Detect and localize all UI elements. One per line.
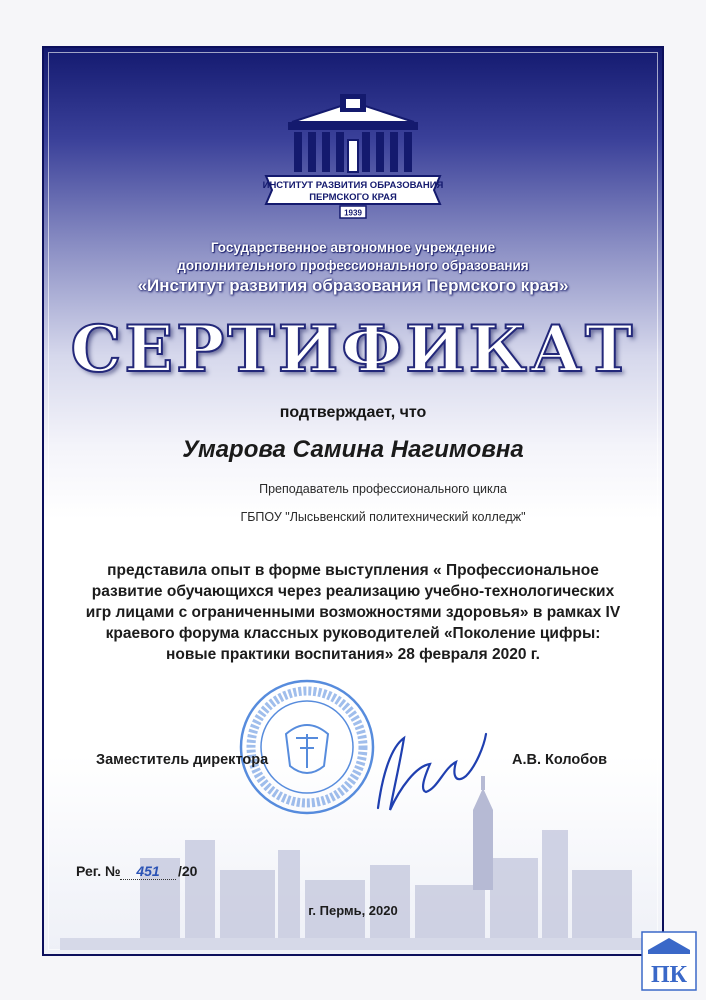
certificate-title: СЕРТИФИКАТ <box>70 312 636 387</box>
organization-line2: дополнительного профессионального образования <box>177 258 529 273</box>
organization-line3: «Институт развития образования Пермского края» <box>137 276 569 295</box>
institute-logo <box>262 92 444 220</box>
logo-line2: ПЕРМСКОГО КРАЯ <box>309 192 397 203</box>
corner-badge-logo <box>640 930 698 992</box>
registration-number: 451 <box>120 863 176 880</box>
registration-prefix: Рег. № <box>76 863 121 879</box>
body-line2: развитие обучающихся через реализацию учебно-технологических <box>91 583 615 600</box>
body-line3: игр лицами с ограниченными возможностями здоровья» в рамках IV <box>85 604 621 621</box>
organization-line1: Государственное автономное учреждение <box>210 240 496 255</box>
logo-year: 1939 <box>344 208 362 218</box>
badge-text: ПК <box>650 962 688 988</box>
handwritten-signature <box>360 718 500 818</box>
signer-name: А.В. Колобов <box>512 752 607 768</box>
place-date: г. Пермь, 2020 <box>308 903 398 918</box>
signature-role: Заместитель директора <box>96 752 269 768</box>
registration-suffix: /20 <box>178 863 198 879</box>
recipient-position: Преподаватель профессионального цикла <box>259 482 507 496</box>
recipient-name: Умарова Самина Нагимовна <box>182 436 524 463</box>
body-line1: представила опыт в форме выступления « Профессиональное <box>107 562 599 579</box>
confirms-text: подтверждает, что <box>279 404 427 421</box>
recipient-institution: ГБПОУ "Лысьвенский политехнический колледж" <box>240 510 526 524</box>
official-stamp <box>236 676 378 818</box>
body-line4: краевого форума классных руководителей «Поколение цифры: <box>105 625 601 642</box>
logo-line1: ИНСТИТУТ РАЗВИТИЯ ОБРАЗОВАНИЯ <box>262 180 444 191</box>
body-line5: новые практики воспитания» 28 февраля 2020 г. <box>166 646 540 663</box>
